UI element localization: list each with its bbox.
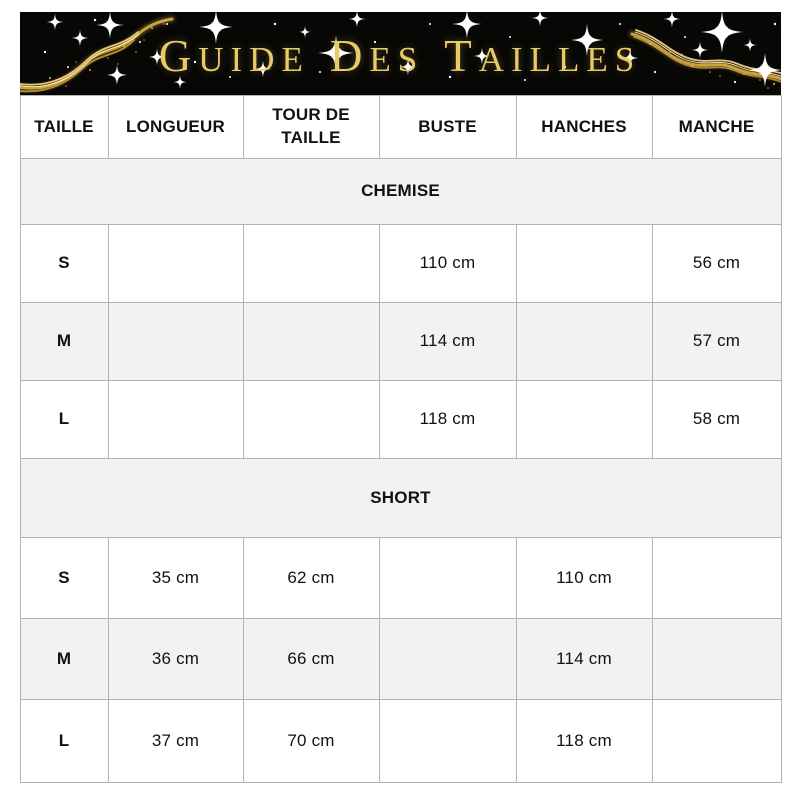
col-header-buste: BUSTE: [379, 96, 516, 159]
size-table: [20, 95, 782, 783]
value-cell: 56 cm: [652, 225, 781, 303]
value-cell: [379, 619, 516, 700]
value-cell: [108, 225, 243, 303]
value-cell: [652, 700, 781, 783]
row-chemise-m: [20, 303, 781, 381]
section-label: SHORT: [20, 459, 781, 538]
value-cell: [652, 538, 781, 619]
row-chemise-l: [20, 381, 781, 459]
value-cell: [243, 303, 379, 381]
section-row-short: [20, 459, 781, 538]
value-cell: 66 cm: [243, 619, 379, 700]
value-cell: 114 cm: [379, 303, 516, 381]
value-cell: 36 cm: [108, 619, 243, 700]
size-cell: L: [20, 700, 108, 783]
size-cell: M: [20, 619, 108, 700]
col-header-taille: TAILLE: [20, 96, 108, 159]
row-short-m: [20, 619, 781, 700]
value-cell: [516, 225, 652, 303]
row-chemise-s: [20, 225, 781, 303]
page-title: GUIDE DES TAILLES: [158, 31, 642, 81]
value-cell: 35 cm: [108, 538, 243, 619]
value-cell: [652, 619, 781, 700]
value-cell: 70 cm: [243, 700, 379, 783]
value-cell: 110 cm: [379, 225, 516, 303]
col-header-tour-de-taille: TOUR DE TAILLE: [243, 96, 379, 159]
value-cell: [243, 225, 379, 303]
value-cell: 110 cm: [516, 538, 652, 619]
value-cell: 62 cm: [243, 538, 379, 619]
section-row-chemise: [20, 159, 781, 225]
value-cell: 37 cm: [108, 700, 243, 783]
value-cell: [108, 381, 243, 459]
size-cell: S: [20, 538, 108, 619]
banner: [20, 12, 781, 95]
col-header-hanches: HANCHES: [516, 96, 652, 159]
value-cell: [516, 381, 652, 459]
size-guide-page: [20, 12, 781, 783]
value-cell: [243, 381, 379, 459]
value-cell: [379, 700, 516, 783]
section-label: CHEMISE: [20, 159, 781, 225]
value-cell: 114 cm: [516, 619, 652, 700]
col-header-longueur: LONGUEUR: [108, 96, 243, 159]
row-short-s: [20, 538, 781, 619]
size-cell: L: [20, 381, 108, 459]
value-cell: [108, 303, 243, 381]
size-cell: M: [20, 303, 108, 381]
value-cell: 58 cm: [652, 381, 781, 459]
row-short-l: [20, 700, 781, 783]
value-cell: 118 cm: [379, 381, 516, 459]
value-cell: [379, 538, 516, 619]
col-header-manche: MANCHE: [652, 96, 781, 159]
table-header-row: [20, 96, 781, 159]
size-cell: S: [20, 225, 108, 303]
value-cell: [516, 303, 652, 381]
value-cell: 118 cm: [516, 700, 652, 783]
value-cell: 57 cm: [652, 303, 781, 381]
